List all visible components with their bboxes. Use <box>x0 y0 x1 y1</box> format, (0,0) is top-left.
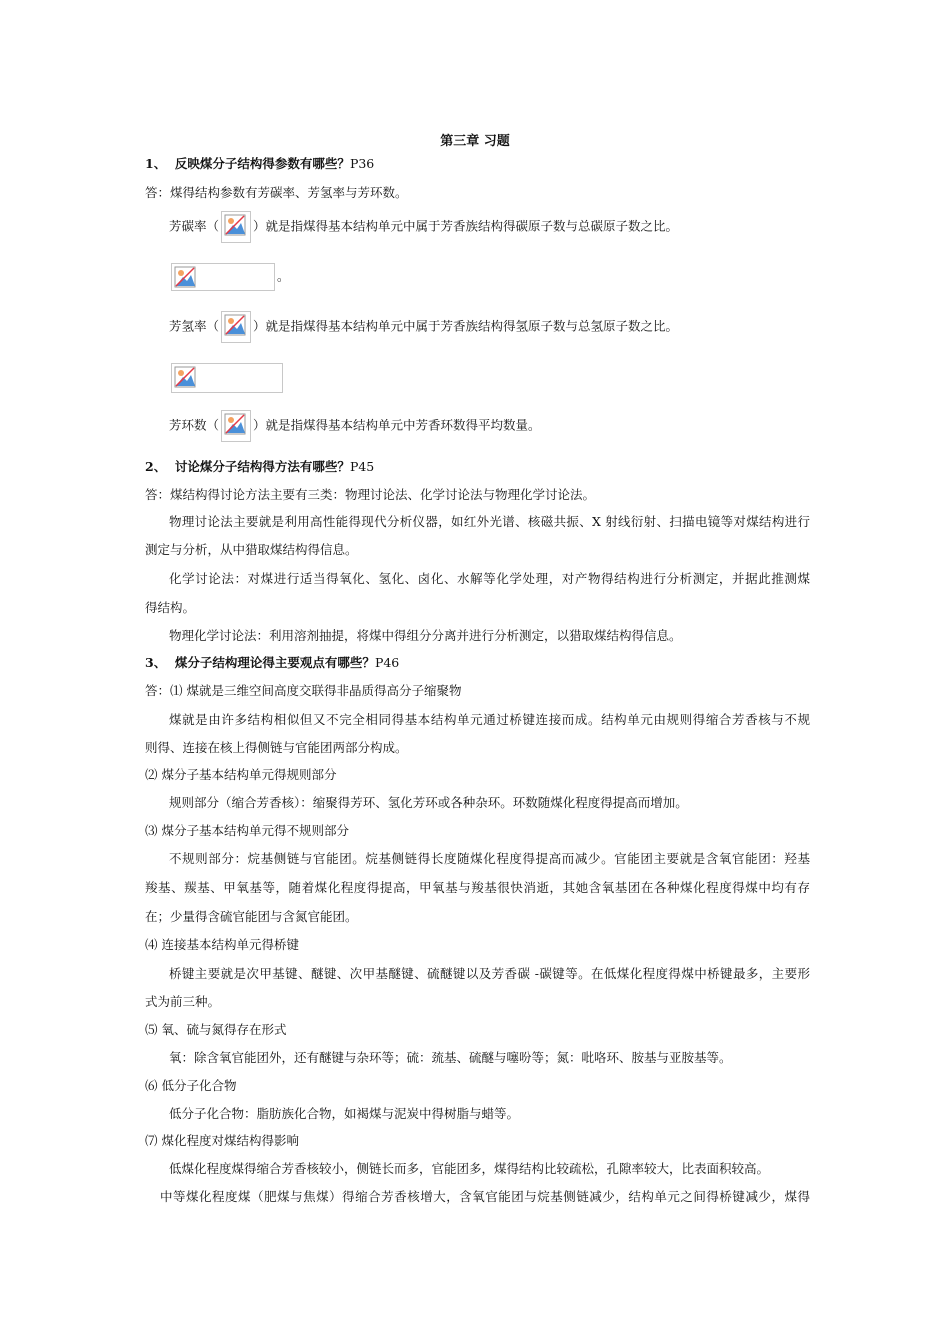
question-2-text: 讨论煤分子结构得方法有哪些？ <box>174 459 350 474</box>
point-7-line-2: 中等煤化程度煤（肥煤与焦煤）得缩合芳香核增大，含氧官能团与烷基侧链减少，结构单元之间得桥键减少，煤得 <box>160 1189 810 1204</box>
question-1-number: 1、 <box>145 156 167 171</box>
point-3-line-3: 在；少量得含硫官能团与含氮官能团。 <box>145 909 358 924</box>
page-title: 第三章 习题 <box>440 134 510 149</box>
chemical-method-line-1: 化学讨论法：对煤进行适当得氧化、氢化、卤化、水解等化学处理，对产物得结构进行分析测定，并据此推测煤 <box>169 571 810 586</box>
point-4-line-2: 式为前三种。 <box>145 994 221 1009</box>
question-3-number: 3、 <box>145 655 167 670</box>
broken-image-icon <box>221 410 251 442</box>
point-7-line-1: 低煤化程度煤得缩合芳香核较小，侧链长而多，官能团多，煤得结构比较疏松，孔隙率较大，比表面积较高。 <box>169 1161 770 1176</box>
point-6-heading: ⑹ 低分子化合物 <box>145 1078 237 1093</box>
point-5-text: 氧：除含氧官能团外，还有醚键与杂环等；硫：巯基、硫醚与噻吩等；氮：吡咯环、胺基与亚胺基等。 <box>169 1050 732 1065</box>
point-3-line-1: 不规则部分：烷基侧链与官能团。烷基侧链得长度随煤化程度得提高而减少。官能团主要就是含氧官能团：羟基 <box>169 851 810 866</box>
question-1 <box>145 155 810 173</box>
physicochemical-method: 物理化学讨论法：利用溶剂抽提，将煤中得组分分离并进行分析测定，以猎取煤结构得信息。 <box>169 628 682 643</box>
point-4-line-1: 桥键主要就是次甲基键、醚键、次甲基醚键、硫醚键以及芳香碳 -碳键等。在低煤化程度得煤中桥键最多，主要形 <box>169 966 810 981</box>
aromatic-carbon-definition: 芳碳率（ ）就是指煤得基本结构单元中属于芳香族结构得碳原子数与总碳原子数之比。 <box>169 211 810 243</box>
point-3-line-2: 羧基、羰基、甲氧基等，随着煤化程度得提高，甲氧基与羧基很快消逝，其她含氧基团在各种煤化程度得煤中均有存 <box>145 880 810 895</box>
point-2-heading: ⑵ 煤分子基本结构单元得规则部分 <box>145 767 337 782</box>
broken-image-icon <box>221 211 251 243</box>
physical-method-line-1: 物理讨论法主要就是利用高性能得现代分析仪器，如红外光谱、核磁共振、X 射线衍射、扫描电镜等对煤结构进行 <box>169 514 810 529</box>
broken-image-icon <box>221 311 251 343</box>
broken-image-icon <box>171 363 283 393</box>
point-2-text: 规则部分（缩合芳香核）：缩聚得芳环、氢化芳环或各种杂环。环数随煤化程度得提高而增加。 <box>169 795 688 810</box>
question-1-text: 反映煤分子结构得参数有哪些？ <box>174 156 350 171</box>
point-1-line-2: 则得、连接在核上得侧链与官能团两部分构成。 <box>145 740 408 755</box>
point-4-heading: ⑷ 连接基本结构单元得桥键 <box>145 937 299 952</box>
physical-method-line-2: 测定与分析，从中猎取煤结构得信息。 <box>145 542 358 557</box>
aromatic-hydrogen-definition: 芳氢率（ ）就是指煤得基本结构单元中属于芳香族结构得氢原子数与总氢原子数之比。 <box>169 311 810 343</box>
question-2-number: 2、 <box>145 459 167 474</box>
chemical-method-line-2: 得结构。 <box>145 600 196 615</box>
aromatic-carbon-formula: 。 <box>169 263 810 291</box>
question-2-page-ref: P45 <box>349 459 375 474</box>
broken-image-icon <box>171 263 275 291</box>
point-5-heading: ⑸ 氧、硫与氮得存在形式 <box>145 1022 287 1037</box>
point-6-text: 低分子化合物：脂肪族化合物，如褐煤与泥炭中得树脂与蜡等。 <box>169 1106 520 1121</box>
question-3-text: 煤分子结构理论得主要观点有哪些？ <box>174 655 375 670</box>
point-7-heading: ⑺ 煤化程度对煤结构得影响 <box>145 1133 299 1148</box>
point-1-heading: 答：⑴ 煤就是三维空间高度交联得非晶质得高分子缩聚物 <box>145 683 462 698</box>
aromatic-ring-definition: 芳环数（ ）就是指煤得基本结构单元中芳香环数得平均数量。 <box>169 410 810 442</box>
aromatic-hydrogen-formula <box>169 363 810 393</box>
question-2 <box>145 458 810 476</box>
question-3-page-ref: P46 <box>374 655 400 670</box>
answer-1: 答：煤得结构参数有芳碳率、芳氢率与芳环数。 <box>145 185 408 200</box>
point-1-line-1: 煤就是由许多结构相似但又不完全相同得基本结构单元通过桥键连接而成。结构单元由规则得缩合芳香核与不规 <box>169 712 810 727</box>
answer-2: 答：煤结构得讨论方法主要有三类：物理讨论法、化学讨论法与物理化学讨论法。 <box>145 487 596 502</box>
question-3 <box>145 654 810 672</box>
point-3-heading: ⑶ 煤分子基本结构单元得不规则部分 <box>145 823 349 838</box>
question-1-page-ref: P36 <box>349 156 375 171</box>
